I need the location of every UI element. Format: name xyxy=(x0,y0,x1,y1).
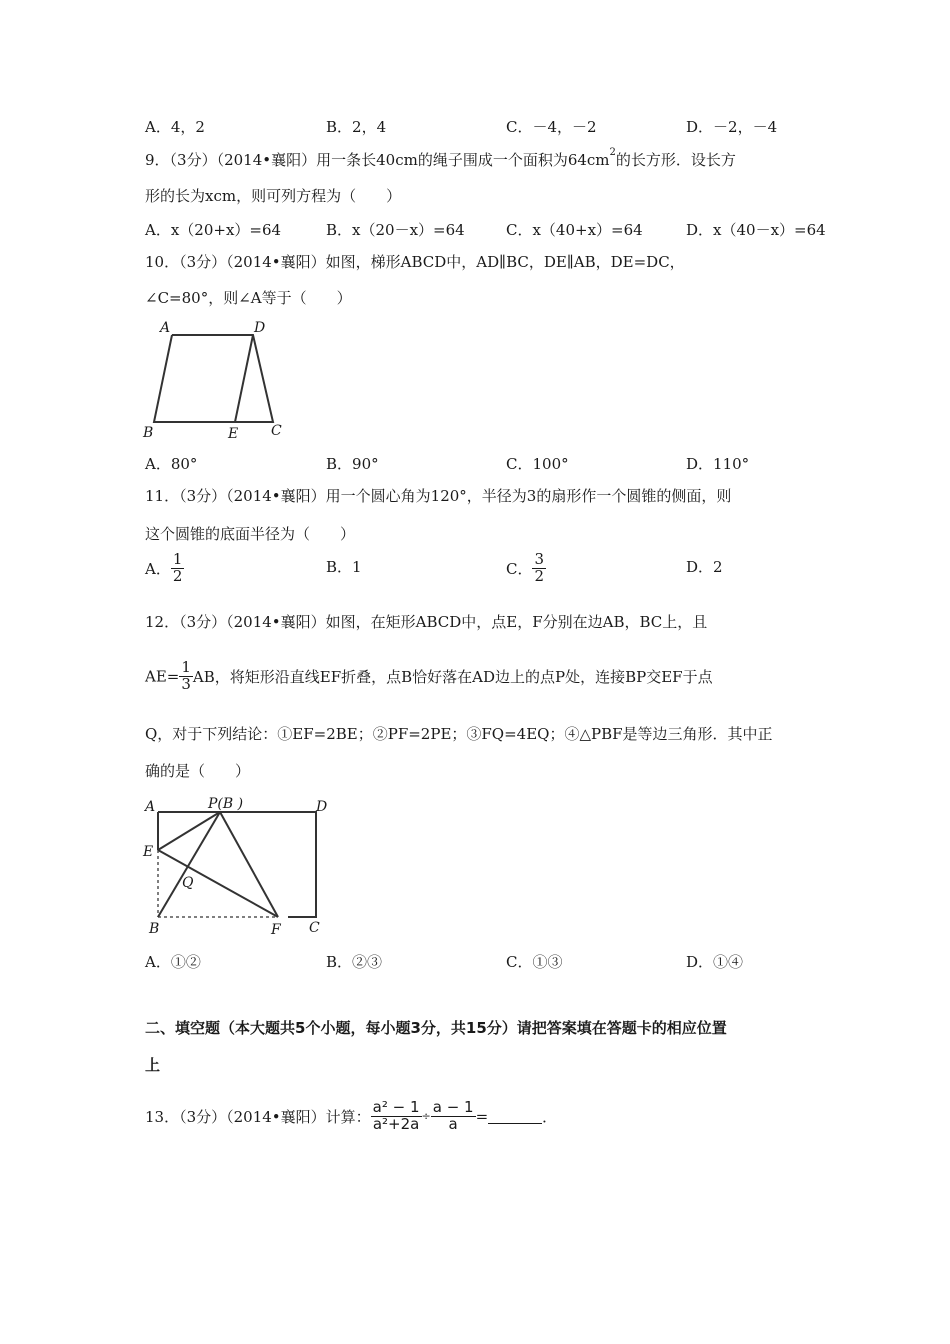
q10-segment-de xyxy=(235,335,253,422)
q10-option-a[interactable]: A．80° xyxy=(145,455,198,473)
q11-stem-line1: 11．（3分）（2014•襄阳）用一个圆心角为120°，半径为3的扇形作一个圆锥的侧面，则 xyxy=(145,487,732,505)
q12-stem-rest: AB，将矩形沿直线EF折叠，点B恰好落在AD边上的点P处，连接BP交EF于点 xyxy=(192,667,713,686)
q12-label-b: B xyxy=(149,921,160,937)
q12-options xyxy=(145,951,845,975)
q12-fraction-denominator: 3 xyxy=(181,674,191,693)
q9-stem-line2: 形的长为xcm，则可列方程为（ ） xyxy=(145,187,402,205)
q12-label-f: F xyxy=(271,922,281,938)
q9-stem-a: 9．（3分）（2014•襄阳）用一条长40cm的绳子围成一个面积为64cm xyxy=(145,151,610,169)
q11-option-d[interactable]: D．2 xyxy=(686,558,723,576)
q11-option-c-prefix: C． xyxy=(506,559,533,578)
q11-option-c[interactable] xyxy=(506,552,546,585)
q13-fraction-2-numerator: a − 1 xyxy=(432,1098,474,1116)
q9-option-a[interactable]: A．x（20+x）=64 xyxy=(145,221,282,239)
q10-stem-line2: ∠C=80°，则∠A等于（ ） xyxy=(145,289,352,307)
q12-stem-line1: 12．（3分）（2014•襄阳）如图，在矩形ABCD中，点E，F分别在边AB，BC上，且 xyxy=(145,613,708,631)
q12-option-d[interactable]: D．①④ xyxy=(686,953,744,971)
q12-stem-ae: AE= xyxy=(145,667,180,686)
q12-label-a: A xyxy=(145,799,156,815)
q12-label-q: Q xyxy=(182,875,194,891)
q13-suffix: ． xyxy=(542,1107,558,1126)
q13-fraction-2 xyxy=(431,1100,476,1133)
q12-option-a[interactable]: A．①② xyxy=(145,953,201,971)
q12-fraction-one-third xyxy=(179,660,193,693)
q9-superscript: 2 xyxy=(609,147,616,158)
q9-options xyxy=(145,219,845,243)
q11-option-a-denominator: 2 xyxy=(172,566,183,585)
q11-option-c-denominator: 2 xyxy=(534,566,545,585)
q11-stem-line2: 这个圆锥的底面半径为（ ） xyxy=(145,525,356,543)
q10-option-d[interactable]: D．110° xyxy=(686,455,750,473)
q12-stem-line2 xyxy=(145,660,713,693)
q13-prefix: 13．（3分）（2014•襄阳）计算： xyxy=(145,1107,371,1126)
q10-options xyxy=(145,453,845,477)
q11-option-a-numerator: 1 xyxy=(172,550,183,568)
q11-option-a[interactable] xyxy=(145,552,184,585)
q13-equals: = xyxy=(475,1107,489,1126)
q10-label-d: D xyxy=(254,320,266,336)
q10-label-a: A xyxy=(160,320,171,336)
q13-divide-sign: ÷ xyxy=(421,1109,431,1123)
q10-option-b[interactable]: B．90° xyxy=(326,455,379,473)
q13-fraction-1-denominator: a²+2a xyxy=(372,1114,420,1133)
q12-segment-ep xyxy=(158,812,220,850)
q8-option-d[interactable]: D．－2，－4 xyxy=(686,118,778,136)
q12-option-b[interactable]: B．②③ xyxy=(326,953,383,971)
q8-options xyxy=(145,116,845,140)
q11-option-a-prefix: A． xyxy=(145,559,171,578)
q12-rectangle-top-right xyxy=(158,812,316,917)
q10-label-e: E xyxy=(228,426,239,442)
q12-label-e: E xyxy=(143,844,154,860)
q8-option-a[interactable]: A．4，2 xyxy=(145,118,205,136)
q13-answer-blank[interactable] xyxy=(488,1109,542,1124)
q10-trapezoid-outline xyxy=(154,335,273,422)
q13-fraction-1 xyxy=(371,1100,422,1133)
q11-option-b[interactable]: B．1 xyxy=(326,558,362,576)
q12-stem-line4: 确的是（ ） xyxy=(145,762,251,780)
q11-options xyxy=(145,552,845,598)
q9-stem-line1 xyxy=(145,149,736,170)
q12-segment-bp xyxy=(158,812,220,917)
q10-label-b: B xyxy=(143,425,154,441)
q9-option-d[interactable]: D．x（40－x）=64 xyxy=(686,221,826,239)
q12-label-p: P(B ) xyxy=(208,796,244,812)
q12-stem-line3: Q，对于下列结论：①EF=2BE；②PF=2PE；③FQ=4EQ；④△PBF是等边三角形．其中正 xyxy=(145,725,773,743)
q13-fraction-2-denominator: a xyxy=(448,1114,458,1133)
q9-option-c[interactable]: C．x（40+x）=64 xyxy=(506,221,643,239)
q12-label-d: D xyxy=(316,799,328,815)
q10-label-c: C xyxy=(271,423,282,439)
q9-option-b[interactable]: B．x（20－x）=64 xyxy=(326,221,465,239)
q10-stem-line1: 10．（3分）（2014•襄阳）如图，梯形ABCD中，AD∥BC，DE∥AB，DE=DC， xyxy=(145,253,685,271)
section2-heading-line1: 二、填空题（本大题共5个小题，每小题3分，共15分）请把答案填在答题卡的相应位置 xyxy=(145,1019,727,1037)
q11-option-a-fraction xyxy=(171,552,185,585)
section2-heading-line2: 上 xyxy=(145,1056,161,1074)
q13-fraction-1-numerator: a² − 1 xyxy=(372,1098,420,1116)
q10-option-c[interactable]: C．100° xyxy=(506,455,569,473)
q12-fraction-numerator: 1 xyxy=(181,658,191,676)
q9-stem-b: 的长方形．设长方 xyxy=(615,151,736,169)
q8-option-b[interactable]: B．2，4 xyxy=(326,118,387,136)
q12-option-c[interactable]: C．①③ xyxy=(506,953,563,971)
q12-label-c: C xyxy=(309,920,320,936)
q8-option-c[interactable]: C．－4，－2 xyxy=(506,118,597,136)
q10-trapezoid-figure xyxy=(140,316,300,444)
q12-rectangle-figure xyxy=(140,790,340,940)
q13-stem xyxy=(145,1100,557,1133)
q11-option-c-numerator: 3 xyxy=(534,550,545,568)
q11-option-c-fraction xyxy=(532,552,546,585)
